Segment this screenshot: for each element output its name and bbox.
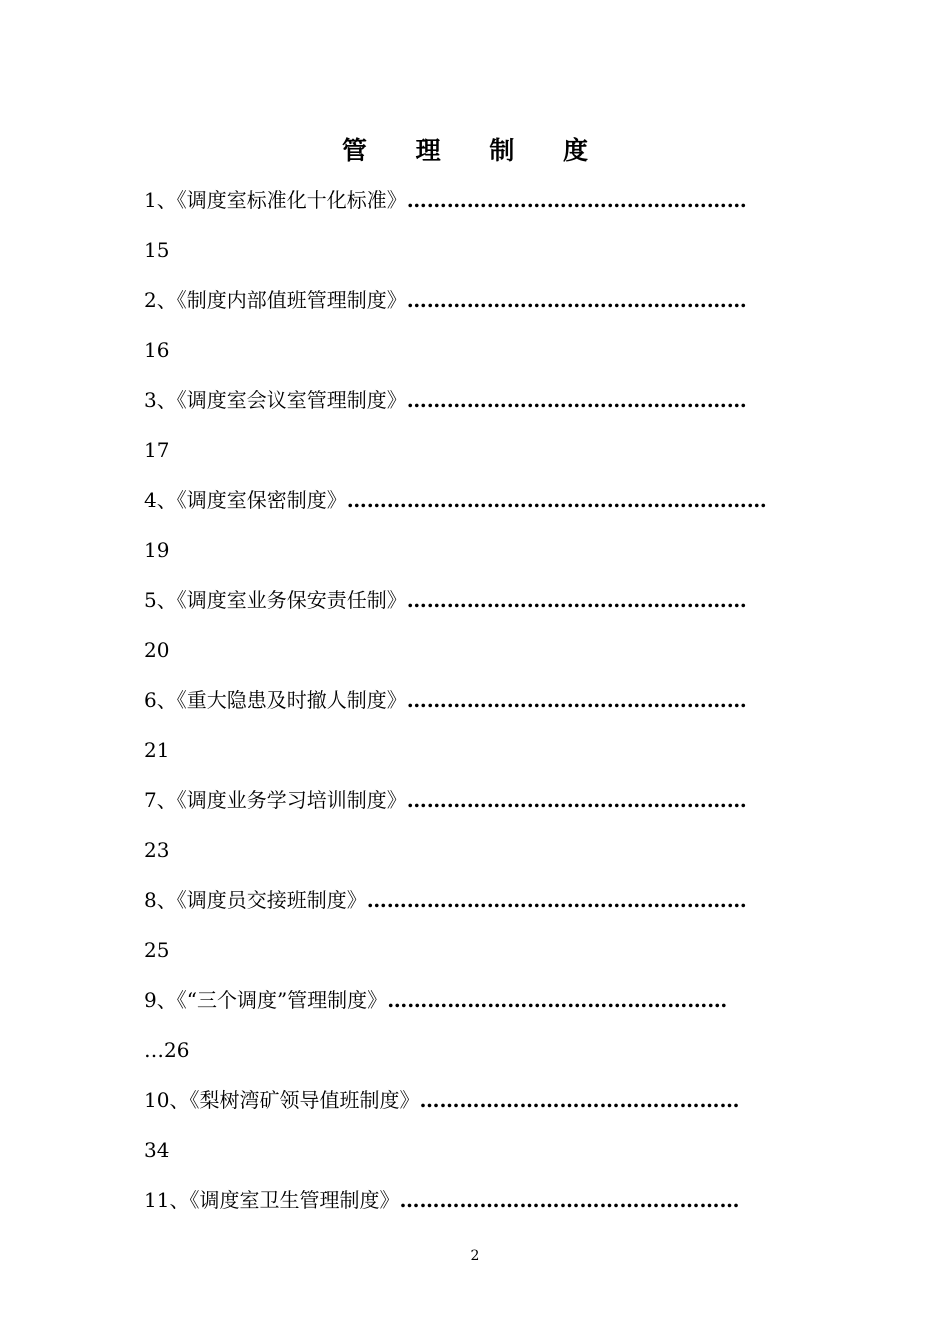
toc-entry-title: 11、《调度室卫生管理制度》 <box>144 1188 400 1212</box>
toc-line <box>144 782 804 832</box>
toc-dot-leader: ………………………………………… <box>419 1088 740 1112</box>
toc-line <box>144 282 804 332</box>
toc-entry-title: 9、《“三个调度”管理制度》 <box>144 988 388 1012</box>
toc-dot-leader: …………………………………………… <box>406 688 747 712</box>
toc-line <box>144 682 804 732</box>
toc-line <box>144 582 804 632</box>
toc-entry <box>144 982 804 1082</box>
table-of-contents <box>144 182 804 1232</box>
toc-dot-leader: …………………………………………… <box>406 788 747 812</box>
toc-entry-title: 4、《调度室保密制度》 <box>144 488 347 512</box>
toc-entry <box>144 1082 804 1182</box>
toc-entry-title: 5、《调度室业务保安责任制》 <box>144 588 407 612</box>
toc-entry-title: 7、《调度业务学习培训制度》 <box>144 788 407 812</box>
toc-entry-title: 8、《调度员交接班制度》 <box>144 888 367 912</box>
toc-entry-title: 3、《调度室会议室管理制度》 <box>144 388 407 412</box>
toc-line <box>144 982 804 1032</box>
toc-line <box>144 382 804 432</box>
toc-line <box>144 482 804 532</box>
toc-entry-title: 2、《制度内部值班管理制度》 <box>144 288 407 312</box>
toc-dot-leader: …………………………………………… <box>387 988 728 1012</box>
toc-page-number: 20 <box>144 638 170 662</box>
toc-dot-leader: …………………………………………… <box>406 188 747 212</box>
toc-entry <box>144 382 804 482</box>
toc-page-number: 19 <box>144 538 170 562</box>
toc-dot-leader: ………………………………………………… <box>366 888 747 912</box>
toc-dot-leader: …………………………………………… <box>406 288 747 312</box>
toc-line <box>144 1182 804 1232</box>
toc-page-number: 25 <box>144 938 170 962</box>
toc-page-number: 16 <box>144 338 170 362</box>
toc-entry-title: 10、《梨树湾矿领导值班制度》 <box>144 1088 420 1112</box>
page-number: 2 <box>470 1248 480 1264</box>
toc-entry <box>144 582 804 682</box>
toc-page-number: 34 <box>144 1138 170 1162</box>
toc-entry-title: 6、《重大隐患及时撤人制度》 <box>144 688 407 712</box>
toc-entry <box>144 1182 804 1232</box>
toc-entry <box>144 682 804 782</box>
toc-line <box>144 1082 804 1132</box>
document-title: 管 理 制 度 <box>341 136 609 165</box>
toc-line <box>144 882 804 932</box>
toc-entry <box>144 282 804 382</box>
toc-dot-leader: ……………………………………………………… <box>346 488 767 512</box>
toc-entry <box>144 882 804 982</box>
toc-dot-leader: …………………………………………… <box>406 588 747 612</box>
toc-entry <box>144 782 804 882</box>
toc-page-number: 15 <box>144 238 170 262</box>
toc-page-number: 17 <box>144 438 170 462</box>
toc-line <box>144 182 804 232</box>
toc-dot-leader: …………………………………………… <box>406 388 747 412</box>
toc-page-number: …26 <box>144 1038 190 1062</box>
toc-page-number: 23 <box>144 838 170 862</box>
toc-entry <box>144 182 804 282</box>
toc-dot-leader: …………………………………………… <box>399 1188 740 1212</box>
toc-page-number: 21 <box>144 738 170 762</box>
toc-entry-title: 1、《调度室标准化十化标准》 <box>144 188 407 212</box>
toc-entry <box>144 482 804 582</box>
